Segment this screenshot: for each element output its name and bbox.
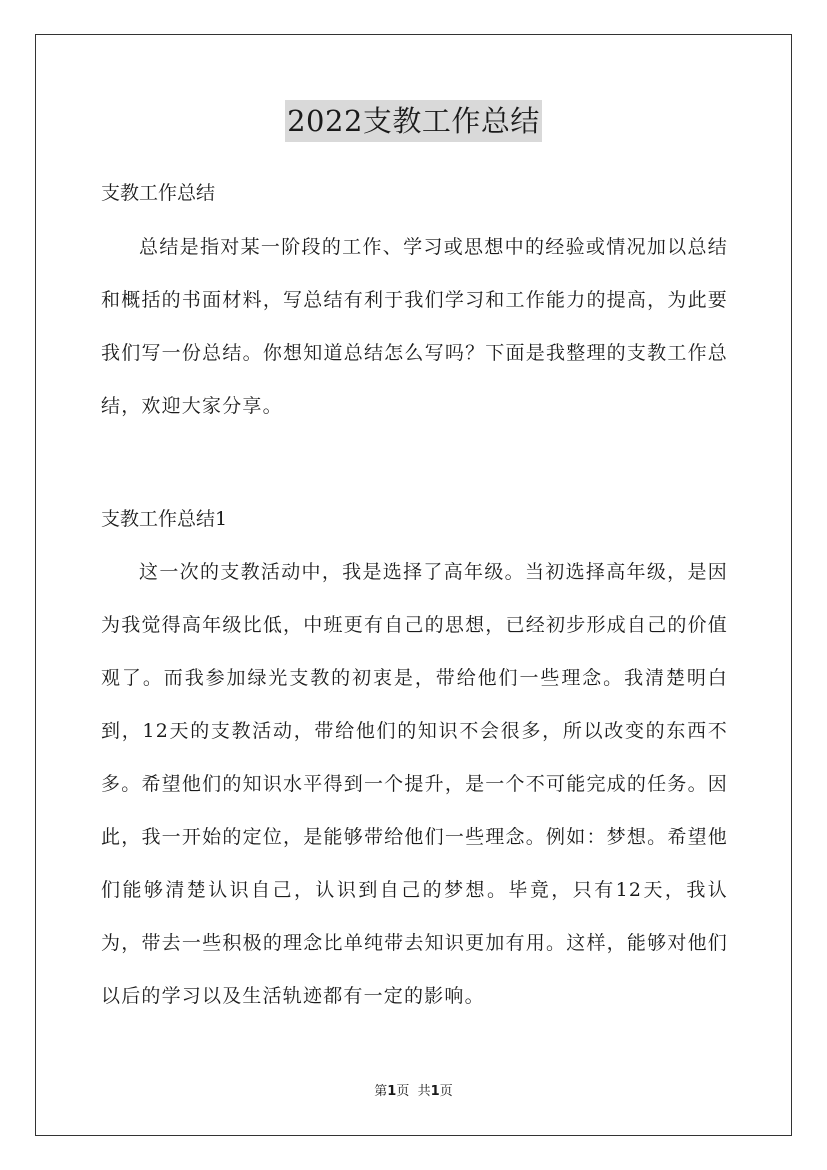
intro-body [101,221,728,433]
page-total: 1 [430,1084,440,1099]
page-footer [0,1082,827,1102]
intro-paragraph: 总结是指对某一阶段的工作、学习或思想中的经验或情况加以总结和概括的书面材料，写总结有利于我们学习和工作能力的提高，为此要我们写一份总结。你想知道总结怎么写吗？下面是我整理的支教工作总结，欢迎大家分享。 [101,236,728,417]
document-title: 2022支教工作总结 [285,100,542,142]
title-container [0,100,827,142]
page-current: 1 [387,1084,397,1099]
total-suffix: 页 [439,1084,453,1099]
section1-paragraph: 这一次的支教活动中，我是选择了高年级。当初选择高年级，是因为我觉得高年级比低，中班更有自己的思想，已经初步形成自己的价值观了。而我参加绿光支教的初衷是，带给他们一些理念。我清楚明白到，12天的支教活动，带给他们的知识不会很多，所以改变的东西不多。希望他们的知识水平得到一个提升，是一个不可能完成的任务。因此，我一开始的定位，是能够带给他们一些理念。例如：梦想。希望他们能够清楚认识自己，认识到自己的梦想。毕竟，只有12天，我认为，带去一些积极的理念比单纯带去知识更加有用。这样，能够对他们以后的学习以及生活轨迹都有一定的影响。 [101,561,728,1007]
section1-body [101,546,728,1023]
total-prefix: 共 [417,1084,431,1099]
page-prefix: 第 [374,1084,388,1099]
section1-heading: 支教工作总结1 [101,508,228,530]
intro-heading: 支教工作总结 [101,182,216,204]
page-suffix: 页 [396,1084,410,1099]
